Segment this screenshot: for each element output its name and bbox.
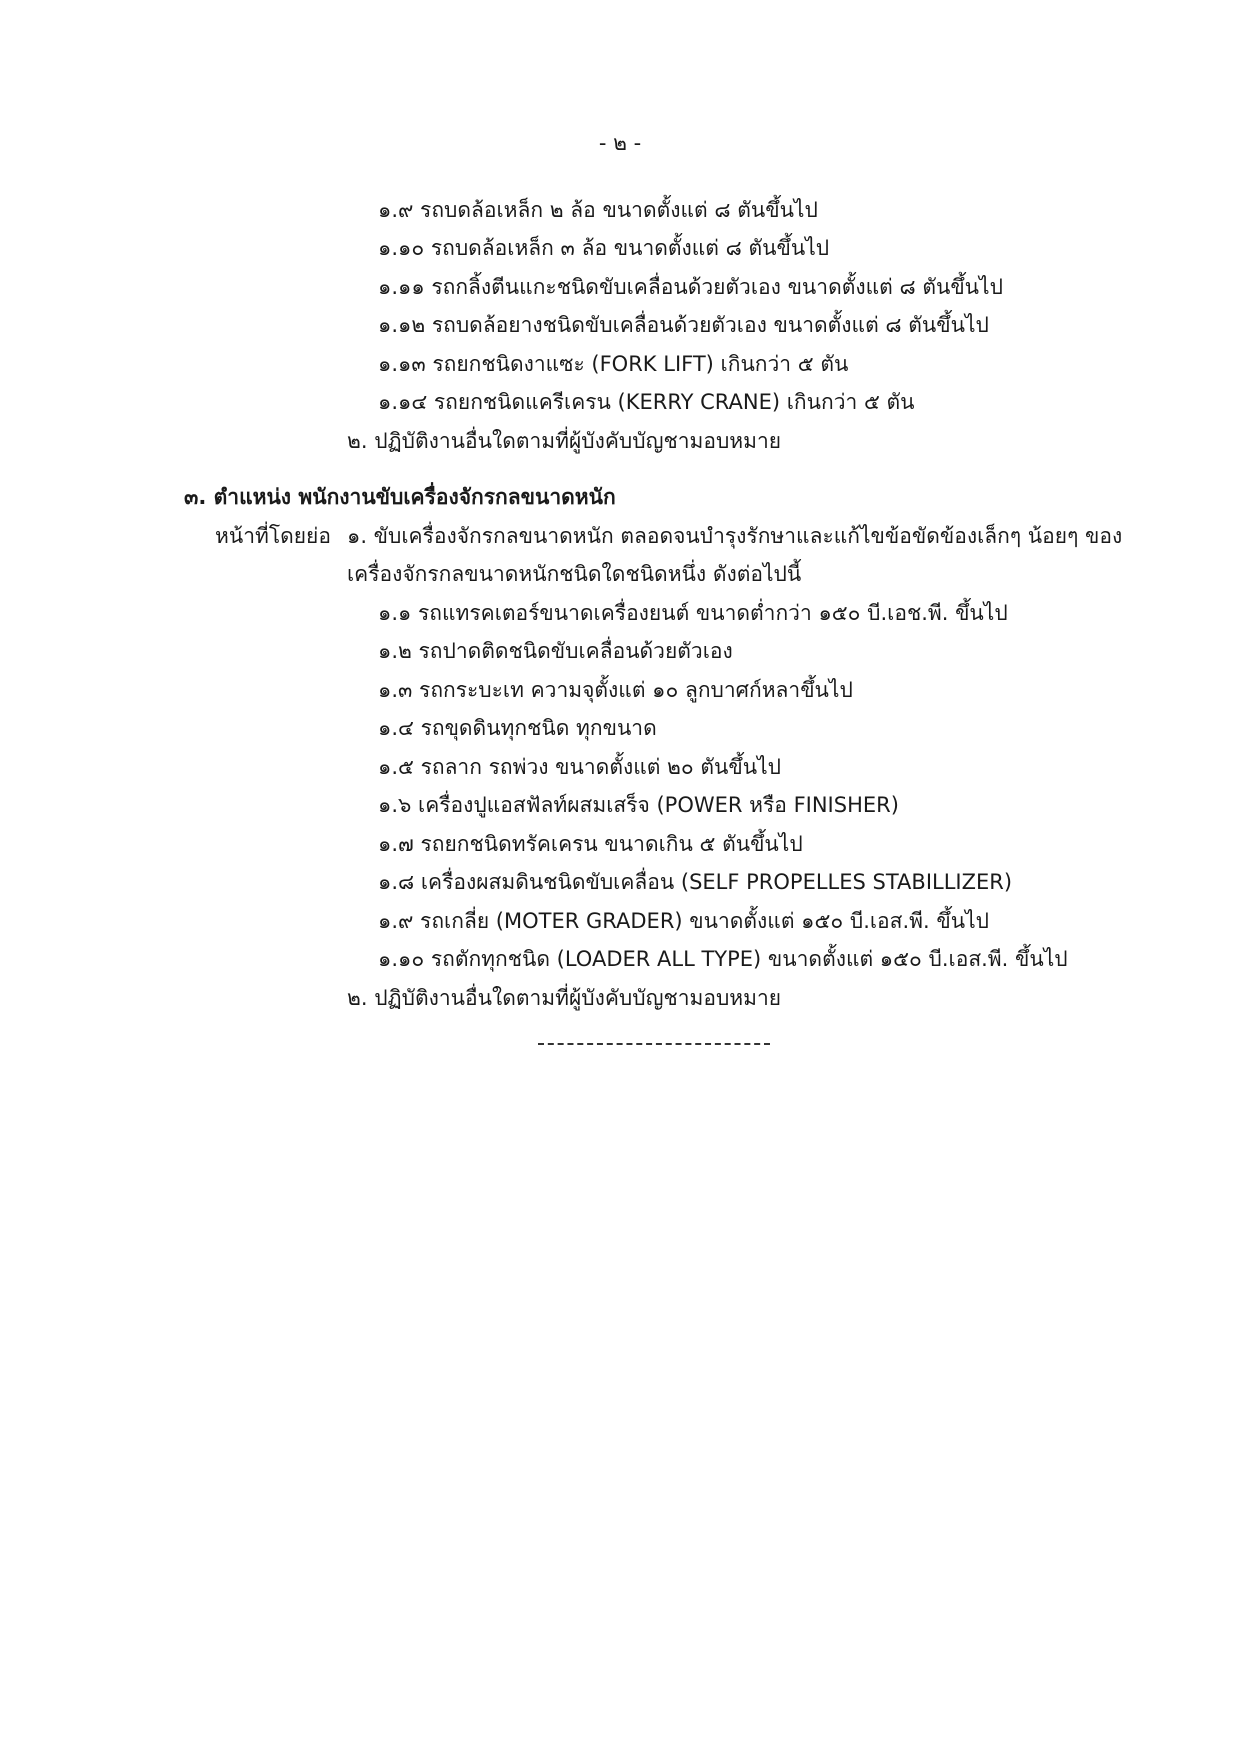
duty-label: หน้าที่โดยย่อ — [215, 524, 331, 548]
list-item: ๑.๕ รถลาก รถพ่วง ขนาดตั้งแต่ ๒๐ ตันขึ้นไป — [378, 755, 781, 779]
list-item: ๑.๑๔ รถยกชนิดแครีเครน (KERRY CRANE) เกินกว่า ๕ ตัน — [378, 390, 915, 414]
list-item: ๑.๑๐ รถบดล้อเหล็ก ๓ ล้อ ขนาดตั้งแต่ ๘ ตันขึ้นไป — [378, 236, 830, 260]
list-item: ๑.๑ รถแทรคเตอร์ขนาดเครื่องยนต์ ขนาดต่ำกว่า ๑๕๐ บี.เอช.พี. ขึ้นไป — [378, 601, 1008, 625]
duty-item: ๒. ปฏิบัติงานอื่นใดตามที่ผู้บังคับบัญชามอบหมาย — [347, 986, 782, 1010]
end-divider — [538, 1043, 770, 1045]
list-item: ๑.๘ เครื่องผสมดินชนิดขับเคลื่อน (SELF PROPELLES STABILLIZER) — [378, 870, 1013, 894]
list-item: ๑.๒ รถปาดติดชนิดขับเคลื่อนด้วยตัวเอง — [378, 639, 733, 663]
duty-item: ๒. ปฏิบัติงานอื่นใดตามที่ผู้บังคับบัญชามอบหมาย — [347, 429, 782, 453]
duty-item: ๑. ขับเครื่องจักรกลขนาดหนัก ตลอดจนบำรุงรักษาและแก้ไขข้อขัดข้องเล็กๆ น้อยๆ ของ — [347, 524, 1123, 548]
list-item: ๑.๗ รถยกชนิดทรัคเครน ขนาดเกิน ๕ ตันขึ้นไป — [378, 832, 803, 856]
list-item: ๑.๑๓ รถยกชนิดงาแซะ (FORK LIFT) เกินกว่า ๕ ตัน — [378, 352, 849, 376]
list-item: ๑.๖ เครื่องปูแอสฟัลท์ผสมเสร็จ (POWER หรือ FINISHER) — [378, 793, 899, 817]
list-item: ๑.๙ รถบดล้อเหล็ก ๒ ล้อ ขนาดตั้งแต่ ๘ ตันขึ้นไป — [378, 198, 818, 222]
page-number: - ๒ - — [598, 131, 642, 155]
list-item: ๑.๑๒ รถบดล้อยางชนิดขับเคลื่อนด้วยตัวเอง ขนาดตั้งแต่ ๘ ตันขึ้นไป — [378, 313, 989, 337]
list-item: ๑.๑๑ รถกลิ้งตีนแกะชนิดขับเคลื่อนด้วยตัวเอง ขนาดตั้งแต่ ๘ ตันขึ้นไป — [378, 275, 1003, 299]
list-item: ๑.๙ รถเกลี่ย (MOTER GRADER) ขนาดตั้งแต่ ๑๕๐ บี.เอส.พี. ขึ้นไป — [378, 909, 989, 933]
duty-item-continuation: เครื่องจักรกลขนาดหนักชนิดใดชนิดหนึ่ง ดังต่อไปนี้ — [347, 562, 802, 586]
section-heading: ๓. ตำแหน่ง พนักงานขับเครื่องจักรกลขนาดหนัก — [184, 485, 616, 509]
list-item: ๑.๔ รถขุดดินทุกชนิด ทุกขนาด — [378, 716, 657, 740]
list-item: ๑.๓ รถกระบะเท ความจุตั้งแต่ ๑๐ ลูกบาศก์หลาขึ้นไป — [378, 678, 853, 702]
list-item: ๑.๑๐ รถตักทุกชนิด (LOADER ALL TYPE) ขนาดตั้งแต่ ๑๕๐ บี.เอส.พี. ขึ้นไป — [378, 947, 1068, 971]
